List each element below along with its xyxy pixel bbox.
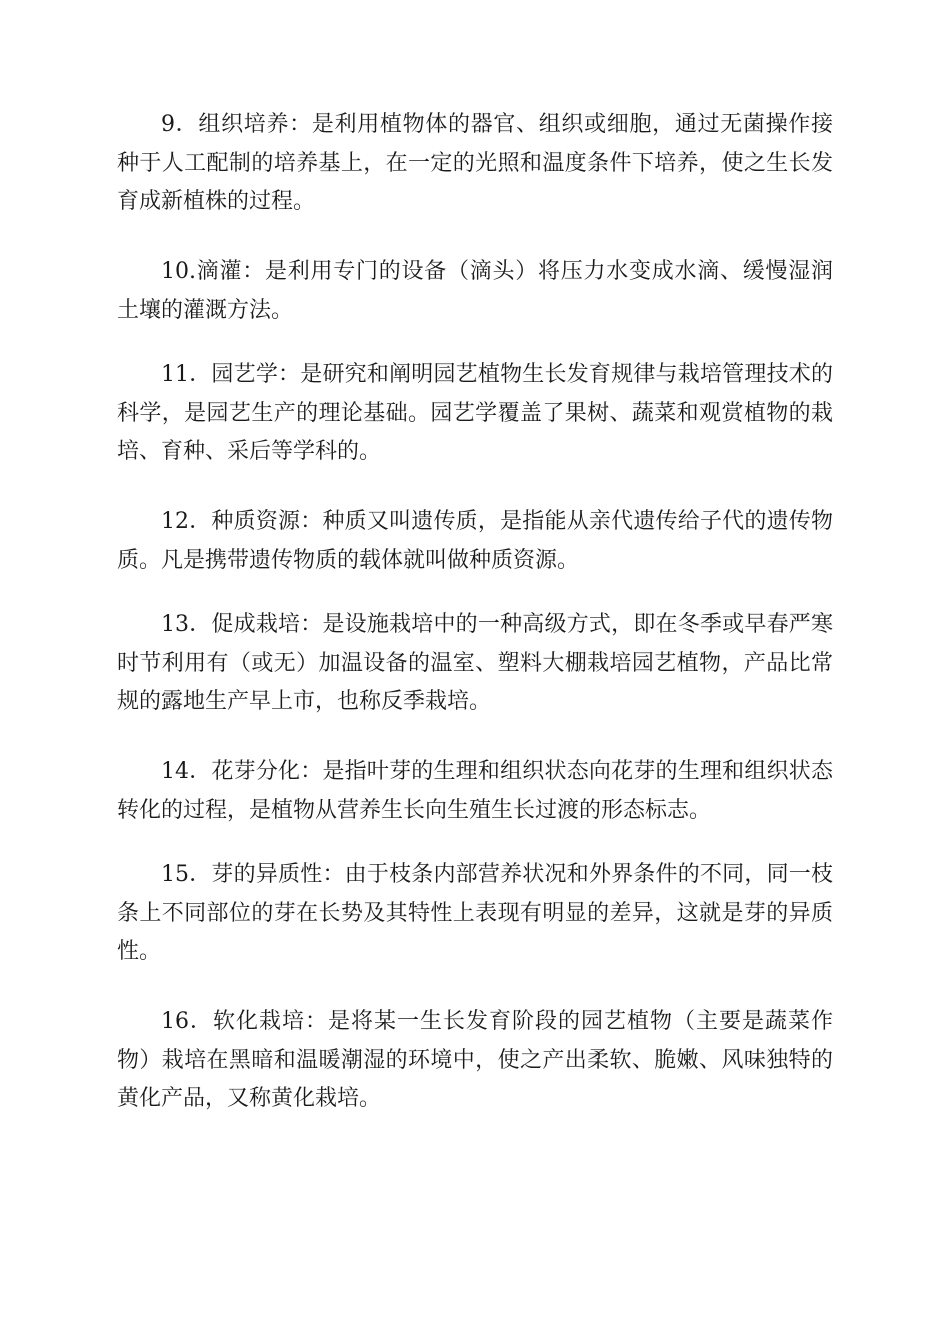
paragraph-germplasm-resources: 12．种质资源：种质又叫遗传质，是指能从亲代遗传给子代的遗传物质。凡是携带遗传物质的载体就叫做种质资源。 — [117, 509, 833, 573]
paragraph-bud-heterogeneity: 15．芽的异质性：由于枝条内部营养状况和外界条件的不同，同一枝条上不同部位的芽在长势及其特性上表现有明显的差异，这就是芽的异质性。 — [117, 862, 833, 964]
paragraph-flower-bud-differentiation: 14．花芽分化：是指叶芽的生理和组织状态向花芽的生理和组织状态转化的过程，是植物从营养生长向生殖生长过渡的形态标志。 — [117, 759, 833, 823]
paragraph-tissue-culture: 9．组织培养：是利用植物体的器官、组织或细胞，通过无菌操作接种于人工配制的培养基上，在一定的光照和温度条件下培养，使之生长发育成新植株的过程。 — [117, 112, 833, 214]
paragraph-forcing-culture: 13．促成栽培：是设施栽培中的一种高级方式，即在冬季或早春严寒时节利用有（或无）加温设备的温室、塑料大棚栽培园艺植物，产品比常规的露地生产早上市，也称反季栽培。 — [117, 612, 833, 714]
paragraph-drip-irrigation: 10.滴灌：是利用专门的设备（滴头）将压力水变成水滴、缓慢湿润土壤的灌溉方法。 — [117, 259, 833, 323]
paragraph-blanching-culture: 16．软化栽培：是将某一生长发育阶段的园艺植物（主要是蔬菜作物）栽培在黑暗和温暖潮湿的环境中，使之产出柔软、脆嫩、风味独特的黄化产品，又称黄化栽培。 — [117, 1009, 833, 1111]
paragraph-horticulture: 11．园艺学：是研究和阐明园艺植物生长发育规律与栽培管理技术的科学，是园艺生产的理论基础。园艺学覆盖了果树、蔬菜和观赏植物的栽培、育种、采后等学科的。 — [117, 362, 833, 464]
